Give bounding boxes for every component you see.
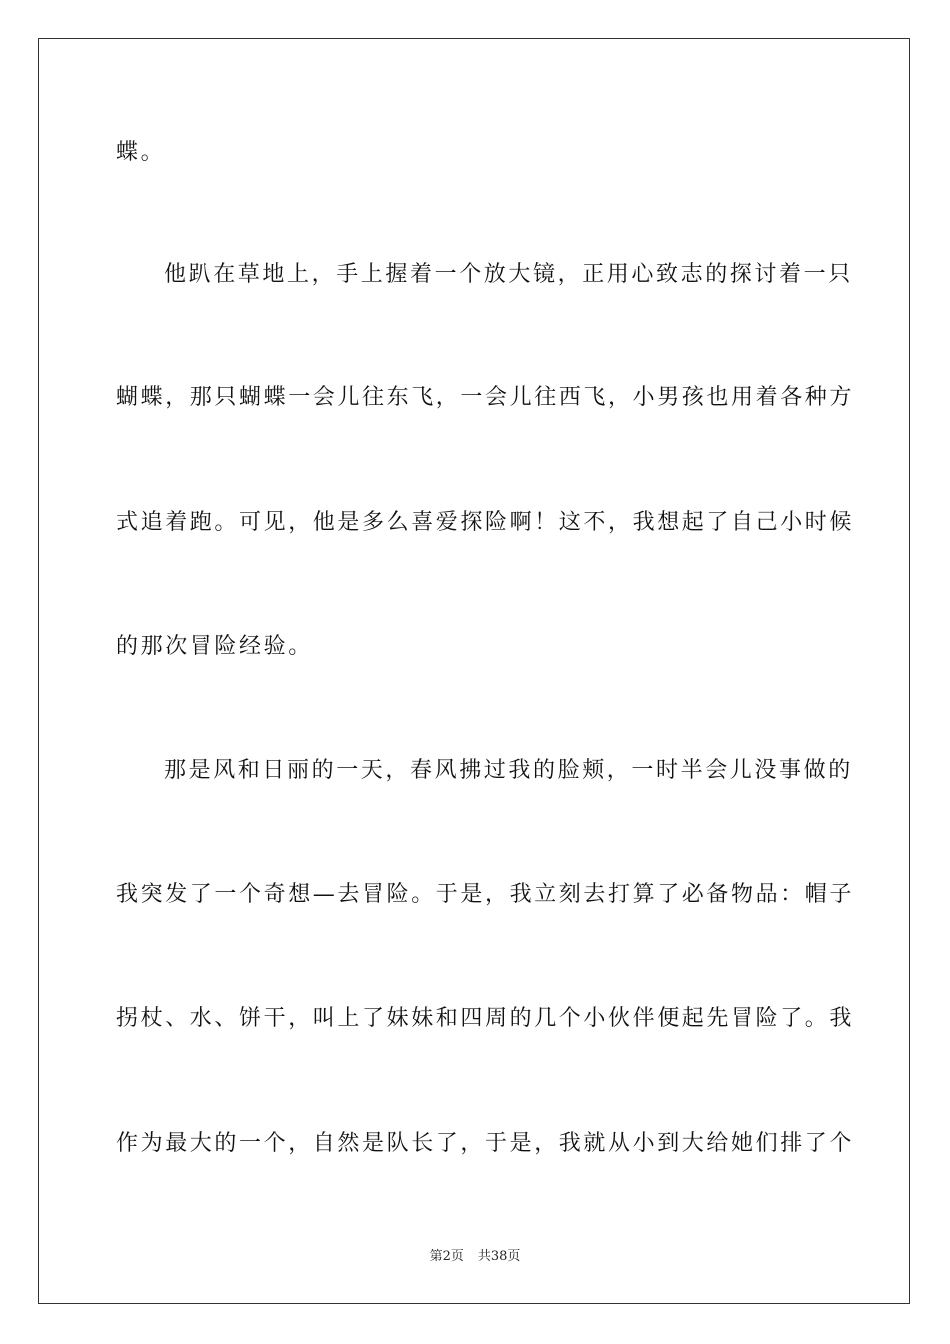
page-number: 第2页 [429, 1249, 464, 1264]
text-line-3: 蝴蝶，那只蝴蝶一会儿往东飞，一会儿往西飞，小男孩也用着各种方 [116, 385, 855, 410]
text-line-1: 蝶。 [116, 140, 166, 165]
page-frame [38, 38, 910, 1304]
text-line-8: 拐杖、水、饼干，叫上了妹妹和四周的几个小伙伴便起先冒险了。我 [116, 1006, 855, 1031]
text-line-6: 那是风和日丽的一天，春风拂过我的脸颊，一时半会儿没事做的 [164, 758, 853, 783]
text-line-2: 他趴在草地上，手上握着一个放大镜，正用心致志的探讨着一只 [164, 262, 853, 287]
text-line-4: 式追着跑。可见，他是多么喜爱探险啊！这不，我想起了自己小时候 [116, 510, 855, 535]
text-line-9: 作为最大的一个，自然是队长了，于是，我就从小到大给她们排了个 [116, 1131, 855, 1156]
text-line-7: 我突发了一个奇想—去冒险。于是，我立刻去打算了必备物品：帽子 [116, 882, 855, 907]
page-total: 共38页 [477, 1249, 521, 1264]
page-footer [0, 1248, 950, 1266]
text-line-5: 的那次冒险经验。 [116, 634, 313, 659]
